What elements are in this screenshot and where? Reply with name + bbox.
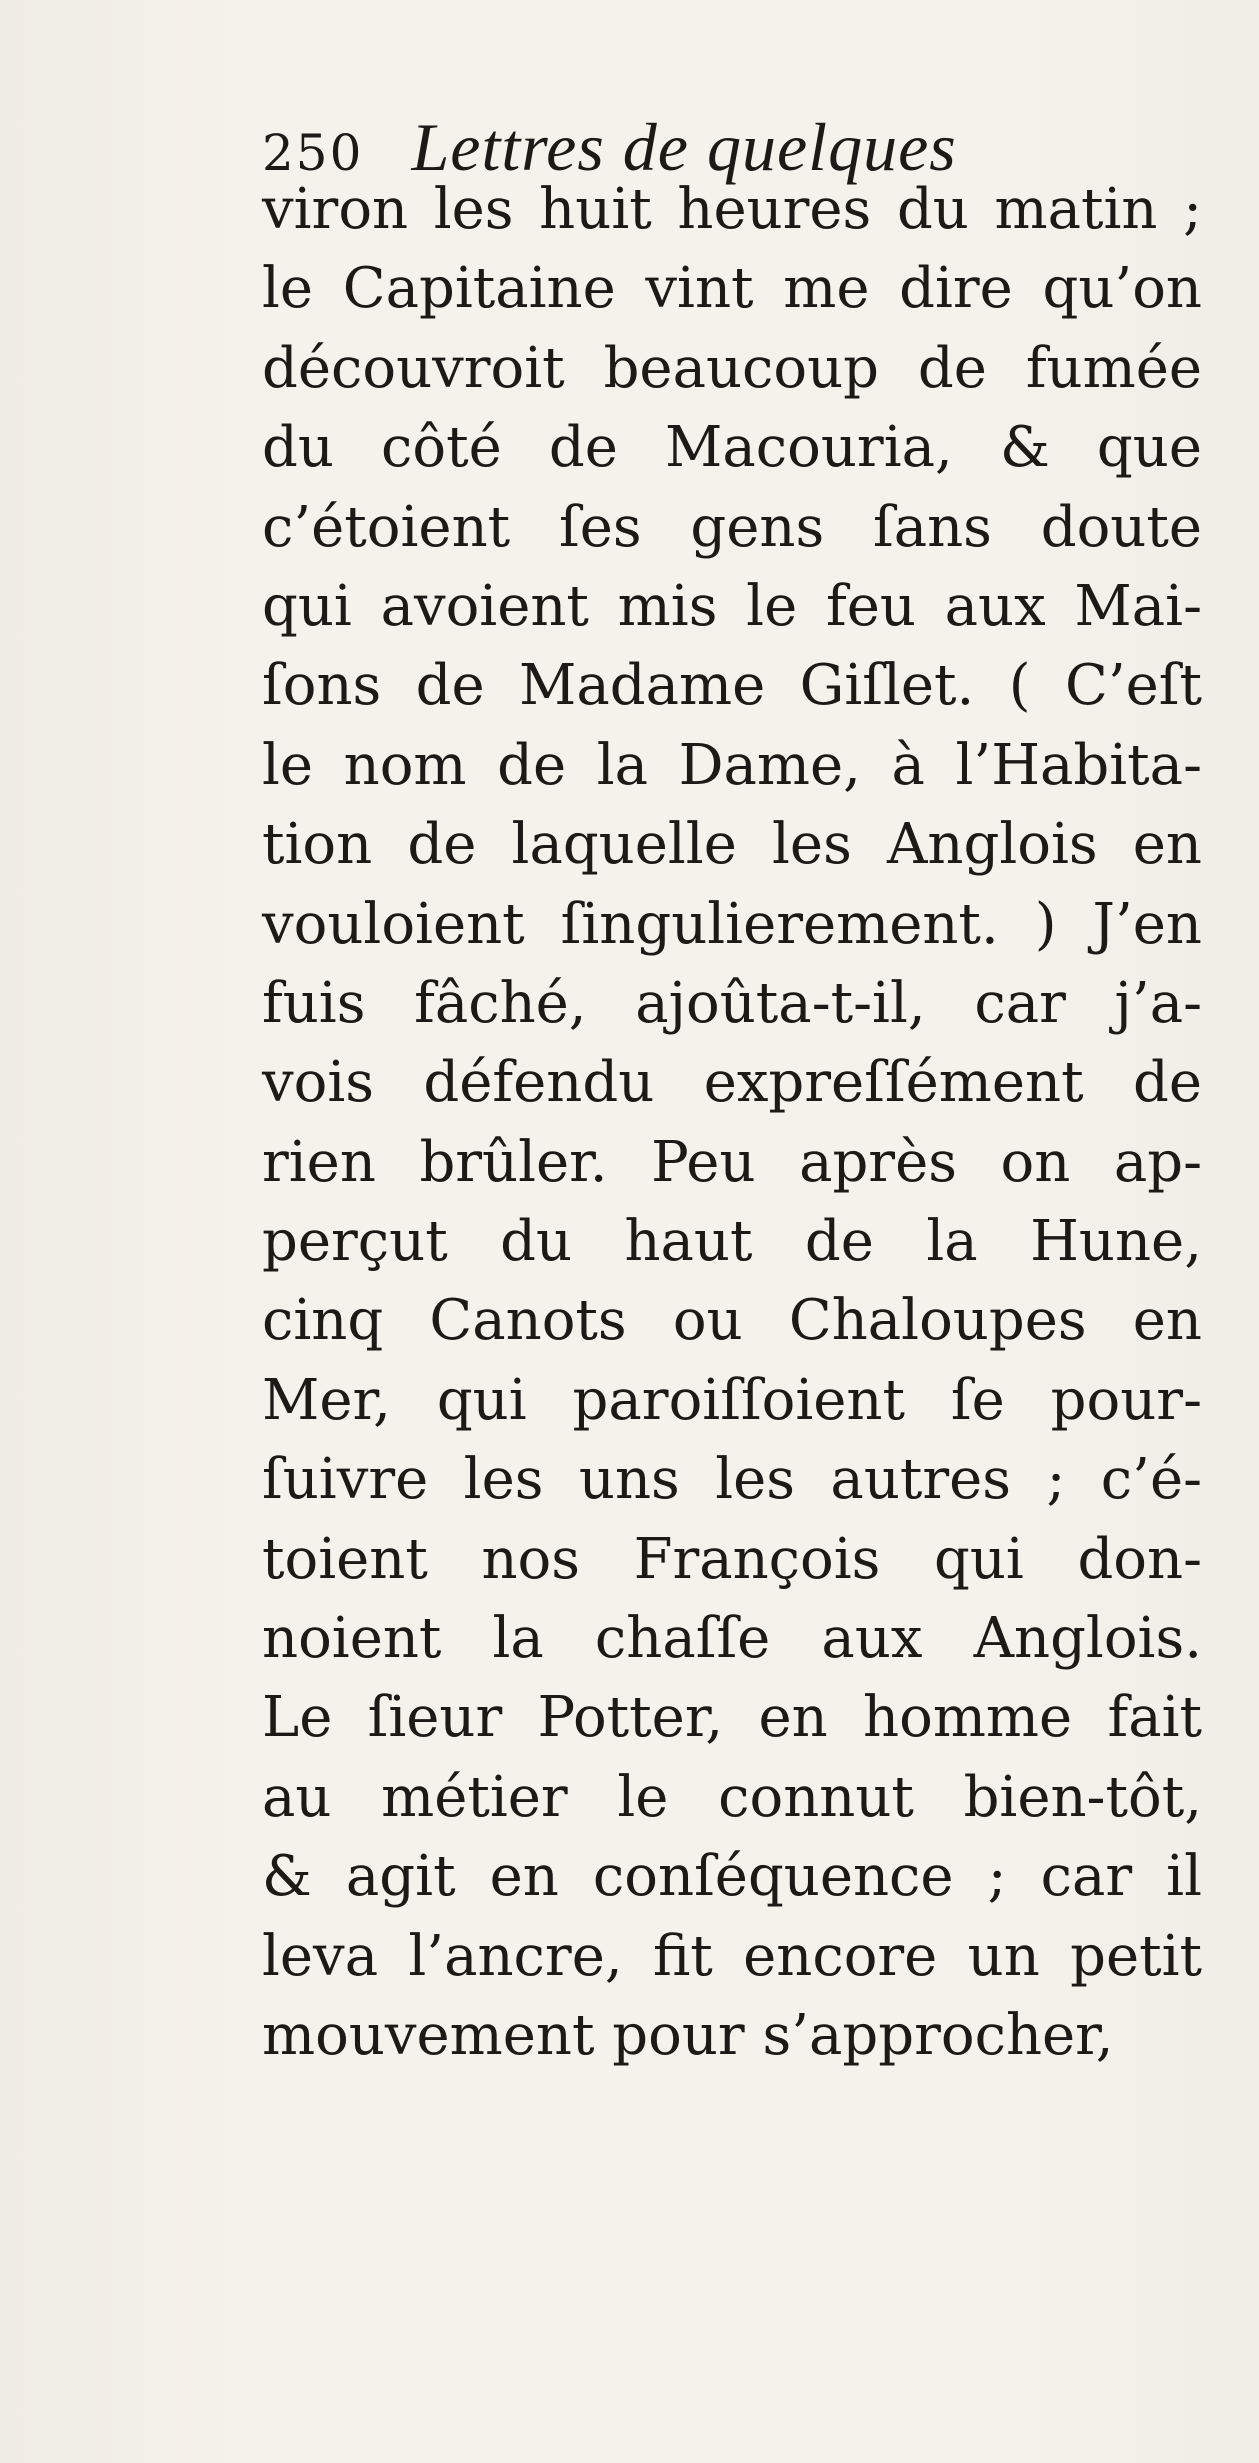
text-line: fuis fâché, ajoûta-t-il, car j’a- xyxy=(262,970,1202,1036)
body-text xyxy=(262,170,1202,2075)
text-line: le Capitaine vint me dire qu’on xyxy=(262,256,1202,322)
text-line: le nom de la Dame, à l’Habita- xyxy=(262,732,1202,798)
text-line: qui avoient mis le feu aux Mai- xyxy=(262,573,1202,639)
text-line: leva l’ancre, fit encore un petit xyxy=(262,1923,1202,1989)
running-title: Lettres de quelques xyxy=(411,109,957,185)
text-line: cinq Canots ou Chaloupes en xyxy=(262,1288,1202,1354)
text-line: ſons de Madame Giſlet. ( C’eſt xyxy=(262,653,1202,719)
text-line: tion de laquelle les Anglois en xyxy=(262,812,1202,878)
text-line: au métier le connut bien-tôt, xyxy=(262,1764,1202,1830)
text-line: noient la chaſſe aux Anglois. xyxy=(262,1606,1202,1672)
text-line: Le ſieur Potter, en homme fait xyxy=(262,1685,1202,1751)
text-line: ſuivre les uns les autres ; c’é- xyxy=(262,1447,1202,1513)
text-line: vois défendu expreſſément de xyxy=(262,1050,1202,1116)
text-line: & agit en conſéquence ; car il xyxy=(262,1844,1202,1910)
text-line: mouvement pour s’approcher, xyxy=(262,2002,1114,2068)
text-line: perçut du haut de la Hune, xyxy=(262,1209,1202,1275)
page-number: 250 xyxy=(262,124,364,182)
text-line: c’étoient ſes gens ſans doute xyxy=(262,494,1202,560)
text-line: vouloient ſingulierement. ) J’en xyxy=(262,891,1202,957)
text-line: viron les huit heures du matin ; xyxy=(262,177,1202,242)
text-line: toient nos François qui don- xyxy=(262,1526,1202,1592)
text-line: rien brûler. Peu après on ap- xyxy=(262,1129,1202,1195)
text-line: du côté de Macouria, & que xyxy=(262,415,1202,481)
text-line: découvroit beaucoup de fumée xyxy=(262,335,1202,401)
text-line: Mer, qui paroiſſoient ſe pour- xyxy=(262,1367,1202,1433)
